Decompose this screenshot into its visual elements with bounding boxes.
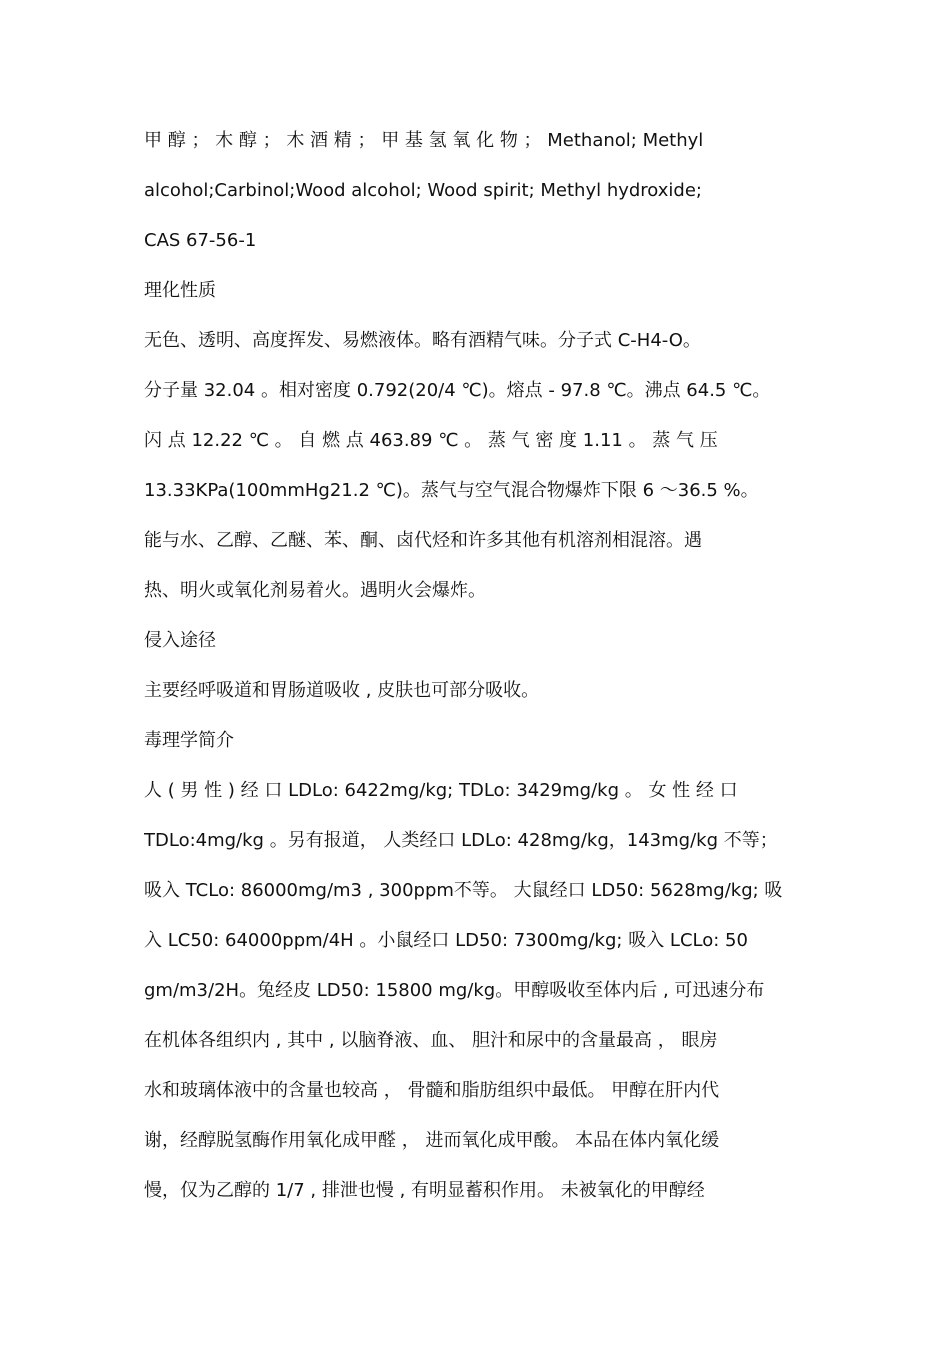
document-body [144, 116, 806, 1216]
toxicology-line-7: 水和玻璃体液中的含量也较高 ， 骨髓和脂肪组织中最低。 甲醇在肝内代 [144, 1080, 720, 1101]
toxicology-line-1: 人 ( 男 性 ) 经 口 LDLo: 6422mg/kg; TDLo: 3429mg/kg 。 女 性 经 口 [144, 780, 738, 801]
toxicology-line-6: 在机体各组织内 , 其中 , 以脑脊液、血、 胆汁和尿中的含量最高 ， 眼房 [144, 1030, 718, 1051]
properties-line-2: 分子量 32.04 。相对密度 0.792(20/4 ℃)。熔点 - 97.8 ℃。沸点 64.5 ℃。 [144, 380, 771, 401]
properties-line-4: 13.33KPa(100mmHg21.2 ℃)。蒸气与空气混合物爆炸下限 6 ～36.5 %。 [144, 480, 759, 501]
toxicology-line-5: gm/m3/2H。兔经皮 LD50: 15800 mg/kg。甲醇吸收至体内后 , 可迅速分布 [144, 980, 765, 1001]
toxicology-line-8: 谢，经醇脱氢酶作用氧化成甲醛 ， 进而氧化成甲酸。 本品在体内氧化缓 [144, 1130, 720, 1151]
toxicology-line-3: 吸入 TCLo: 86000mg/m3 , 300ppm不等。 大鼠经口 LD50: 5628mg/kg; 吸 [144, 880, 783, 901]
properties-line-6: 热、明火或氧化剂易着火。遇明火会爆炸。 [144, 580, 486, 601]
properties-line-3: 闪 点 12.22 ℃ 。 自 燃 点 463.89 ℃ 。 蒸 气 密 度 1.11 。 蒸 气 压 [144, 430, 718, 451]
section-heading-properties: 理化性质 [144, 280, 216, 301]
section-heading-exposure-routes: 侵入途径 [144, 630, 216, 651]
properties-line-5: 能与水、乙醇、乙醚、苯、酮、卤代烃和许多其他有机溶剂相混溶。遇 [144, 530, 702, 551]
properties-line-1: 无色、透明、高度挥发、易燃液体。略有酒精气味。分子式 C-H4-O。 [144, 330, 701, 351]
synonyms-line-2: alcohol;Carbinol;Wood alcohol; Wood spirit; Methyl hydroxide; [144, 180, 702, 201]
synonyms-line-1: 甲 醇 ； 木 醇 ； 木 酒 精 ； 甲 基 氢 氧 化 物 ； Methanol; Methyl [144, 130, 704, 151]
exposure-routes-text: 主要经呼吸道和胃肠道吸收 , 皮肤也可部分吸收。 [144, 680, 540, 701]
toxicology-line-2: TDLo:4mg/kg 。另有报道， 人类经口 LDLo: 428mg/kg，143mg/kg 不等； [144, 830, 778, 851]
toxicology-line-4: 入 LC50: 64000ppm/4H 。小鼠经口 LD50: 7300mg/kg; 吸入 LCLo: 50 [144, 930, 748, 951]
cas-number: CAS 67-56-1 [144, 230, 257, 251]
toxicology-line-9: 慢，仅为乙醇的 1/7 , 排泄也慢 , 有明显蓄积作用。 未被氧化的甲醇经 [144, 1180, 705, 1201]
section-heading-toxicology: 毒理学简介 [144, 730, 234, 751]
